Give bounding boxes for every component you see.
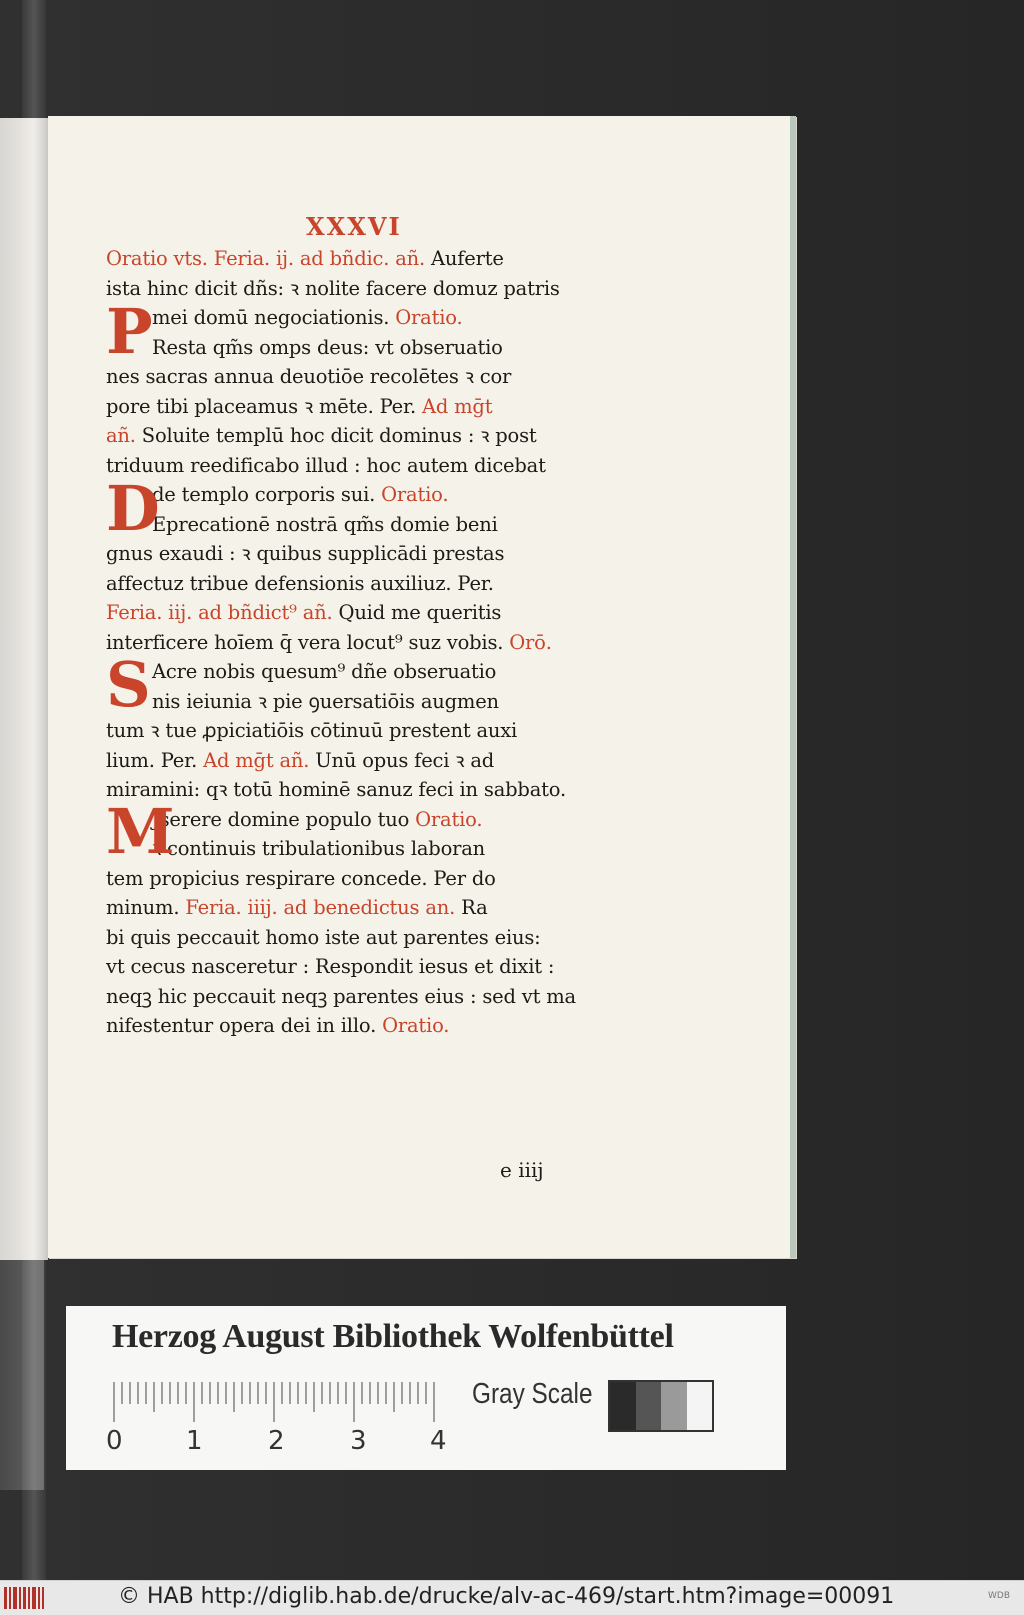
footer-bar <box>0 1580 1024 1615</box>
rubric-text: Feria. iiij. ad benedictus an. <box>185 896 456 919</box>
body-text: Ra <box>455 896 488 919</box>
text-line <box>106 1011 666 1041</box>
body-text: vt cecus nasceretur : Respondit iesus et dixit : <box>106 955 555 978</box>
body-text: ꝛ continuis tribulationibus laboran <box>152 837 486 860</box>
rubric-text: Ad mḡt añ. <box>203 748 310 772</box>
text-line <box>106 392 666 422</box>
ruler-number: 4 <box>430 1426 447 1456</box>
text-line <box>106 510 666 540</box>
ruler-number: 0 <box>106 1426 123 1456</box>
text-line <box>106 480 666 510</box>
text-line <box>106 244 666 274</box>
text-line <box>106 303 666 333</box>
ruler-number: 3 <box>350 1426 367 1456</box>
text-line <box>106 746 666 776</box>
text-line <box>106 598 666 628</box>
body-text: pore tibi placeamus ꝛ mēte. Per. <box>106 394 422 418</box>
body-text: Auferte <box>425 247 504 270</box>
initial-letter-s: S <box>106 648 151 721</box>
body-text: nis ieiunia ꝛ pie ꝯuersatiōis augmen <box>152 689 499 713</box>
body-text: neqꝫ hic peccauit neqꝫ parentes eius : sed vt ma <box>106 984 576 1008</box>
gray-swatch <box>687 1382 713 1430</box>
body-text: Acre nobis quesum⁹ dñe obseruatio <box>152 660 497 683</box>
body-text: Jserere domine populo tuo <box>152 807 416 831</box>
body-text: triduum reedificabo illud : hoc autem dicebat <box>106 453 546 477</box>
rubric-text: Orō. <box>509 630 552 654</box>
gray-swatch <box>610 1382 636 1430</box>
text-line <box>106 569 666 599</box>
folio-number: XXXVI <box>306 212 402 241</box>
rubric-text: Oratio. <box>415 807 483 831</box>
body-text: Eprecationē nostrā qm̃s domie beni <box>152 512 498 536</box>
text-line <box>106 657 666 687</box>
body-text: tum ꝛ tue ꝓpiciatiōis cōtinuū prestent auxi <box>106 719 518 742</box>
rubric-text: Oratio. <box>381 483 449 506</box>
rubric-text: Feria. iij. ad bñdict⁹ añ. <box>106 601 333 624</box>
gray-scale-swatches <box>608 1380 714 1432</box>
gray-scale-label: Gray Scale <box>472 1378 593 1410</box>
ruler-number: 1 <box>186 1426 203 1456</box>
text-line <box>106 539 666 569</box>
ruler-scale <box>112 1380 442 1424</box>
text-line <box>106 274 666 304</box>
ruler-number: 2 <box>268 1426 285 1456</box>
text-line <box>106 421 666 451</box>
text-lines <box>106 244 666 1041</box>
body-text: miramini: qꝛ totū hominē sanuz feci in sabbato. <box>106 778 566 801</box>
body-text: lium. Per. <box>106 748 204 772</box>
body-text: minum. <box>106 896 186 919</box>
body-text: nifestentur opera dei in illo. <box>106 1014 383 1037</box>
rubric-text: Ad mḡt <box>421 394 493 418</box>
text-block <box>106 244 666 1041</box>
body-text: affectuz tribue defensionis auxiliuz. Per. <box>106 571 494 595</box>
text-line <box>106 628 666 658</box>
text-line <box>106 333 666 363</box>
gray-swatch <box>661 1382 687 1430</box>
copyright-url[interactable]: © HAB http://diglib.hab.de/drucke/alv-ac-469/start.htm?image=00091 <box>118 1584 895 1609</box>
text-line <box>106 362 666 392</box>
initial-letter-d: D <box>106 472 160 545</box>
body-text: gnus exaudi : ꝛ quibus supplicādi prestas <box>106 542 505 565</box>
body-text: mei domū negociationis. <box>152 306 396 329</box>
body-text: Resta qm̃s omps deus: vt obseruatio <box>152 335 503 359</box>
text-line <box>106 451 666 481</box>
rubric-text: añ. <box>106 424 136 447</box>
text-line <box>106 775 666 805</box>
text-line <box>106 952 666 982</box>
body-text: Quid me queritis <box>332 601 502 624</box>
book-page <box>48 116 796 1258</box>
text-line <box>106 805 666 835</box>
body-text: Unū opus feci ꝛ ad <box>309 748 495 772</box>
initial-letter-p: P <box>106 295 153 368</box>
rubric-text: Oratio. <box>382 1014 450 1037</box>
text-line <box>106 687 666 717</box>
rubric-text: Oratio vts. Feria. ij. ad bñdic. añ. <box>106 247 426 270</box>
body-text: interficere hoīem q̄ vera locut⁹ suz vobis. <box>106 630 510 654</box>
footer-mark: WDB <box>987 1591 1010 1601</box>
body-text: bi quis peccauit homo iste aut parentes eius: <box>106 925 541 949</box>
barcode-icon <box>2 1585 46 1611</box>
gray-swatch <box>636 1382 662 1430</box>
text-line <box>106 716 666 746</box>
text-line <box>106 864 666 894</box>
library-name: Herzog August Bibliothek Wolfenbüttel <box>112 1318 674 1355</box>
text-line <box>106 923 666 953</box>
rubric-text: Oratio. <box>395 306 463 329</box>
body-text: Soluite templū hoc dicit dominus : ꝛ post <box>135 424 537 447</box>
text-line <box>106 834 666 864</box>
initial-letter-m: M <box>106 795 175 868</box>
body-text: tem propicius respirare concede. Per do <box>106 866 496 890</box>
text-line <box>106 982 666 1012</box>
library-color-card <box>66 1306 786 1470</box>
body-text: nes sacras annua deuotiōe recolētes ꝛ cor <box>106 365 512 388</box>
signature-mark: e iiij <box>500 1158 544 1182</box>
text-line <box>106 893 666 923</box>
scanner-glass-edge <box>22 0 46 1580</box>
body-text: ista hinc dicit dñs: ꝛ nolite facere domuz patris <box>106 276 560 300</box>
body-text: de templo corporis sui. <box>152 483 382 506</box>
